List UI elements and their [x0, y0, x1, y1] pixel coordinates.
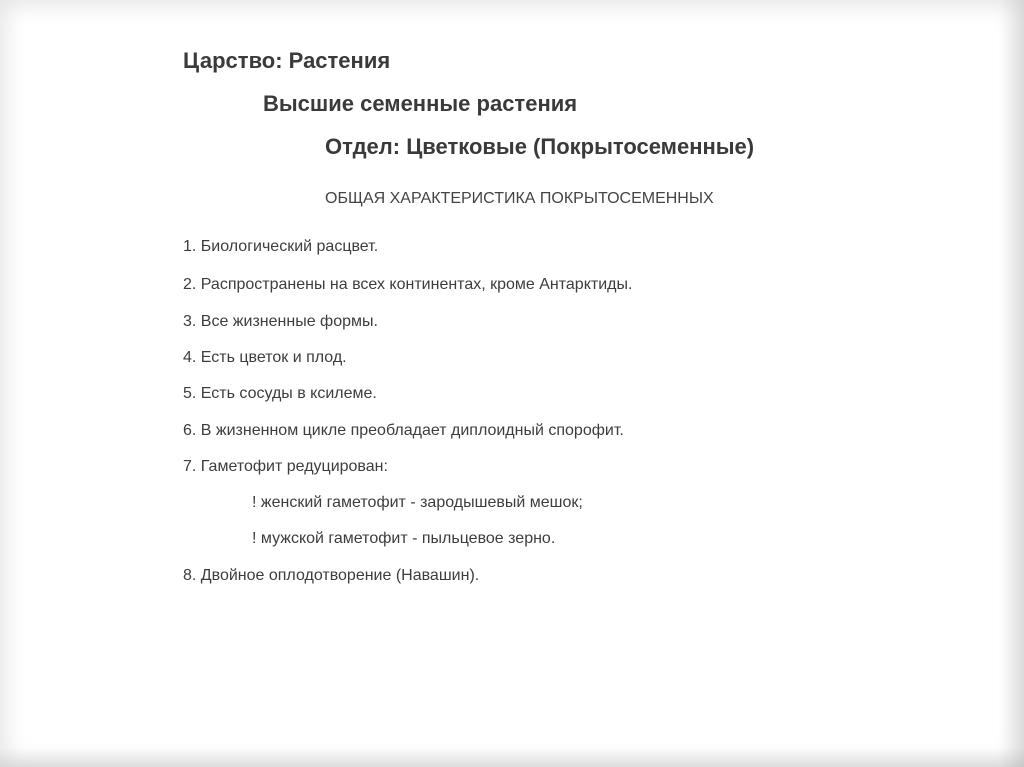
- kingdom-heading: Царство: Растения: [183, 48, 391, 73]
- list-item: 1. Биологический расцвет.: [183, 238, 379, 255]
- list-item: 8. Двойное оплодотворение (Навашин).: [183, 567, 480, 584]
- group-heading: Высшие семенные растения: [263, 91, 578, 116]
- section-subtitle: ОБЩАЯ ХАРАКТЕРИСТИКА ПОКРЫТОСЕМЕННЫХ: [325, 190, 714, 207]
- list-item: 5. Есть сосуды в ксилеме.: [183, 385, 377, 402]
- list-item: 2. Распространены на всех континентах, кроме Антарктиды.: [183, 276, 633, 293]
- list-item: 3. Все жизненные формы.: [183, 313, 378, 330]
- list-item: 6. В жизненном цикле преобладает диплоидный спорофит.: [183, 422, 624, 439]
- list-subitem: ! мужской гаметофит - пыльцевое зерно.: [252, 530, 556, 547]
- list-subitem: ! женский гаметофит - зародышевый мешок;: [252, 494, 583, 511]
- page-edge-shadow-bottom: [0, 747, 1024, 767]
- list-item: 4. Есть цветок и плод.: [183, 349, 347, 366]
- list-item: 7. Гаметофит редуцирован:: [183, 458, 388, 475]
- page-edge-shadow-right: [998, 0, 1024, 767]
- division-heading: Отдел: Цветковые (Покрытосеменные): [325, 134, 755, 159]
